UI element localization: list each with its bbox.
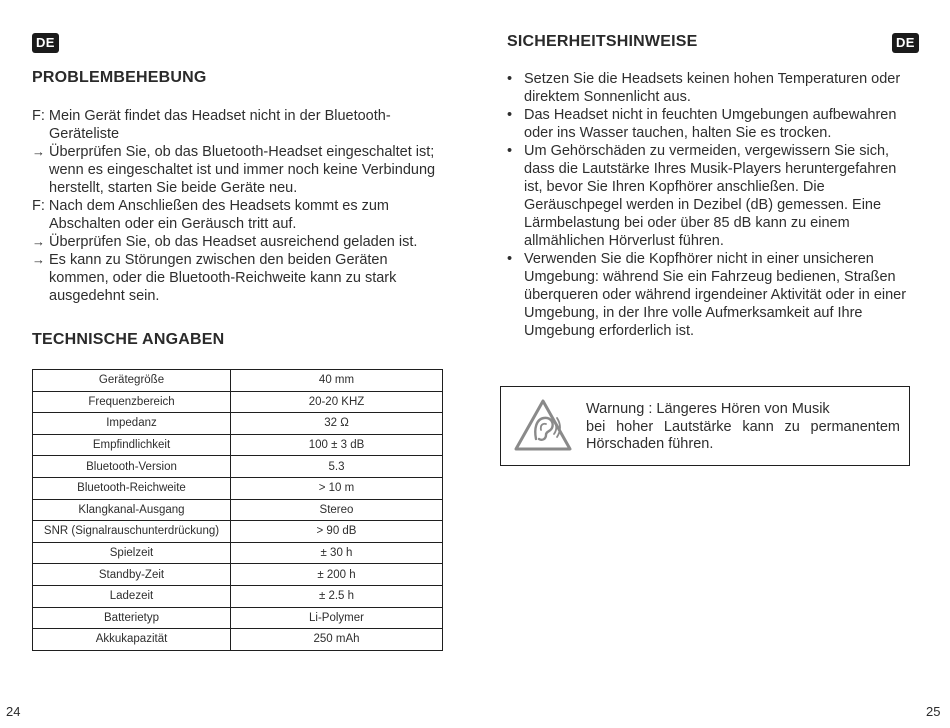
table-row [33, 456, 443, 478]
list-item [507, 142, 909, 250]
arrow-icon: → [32, 252, 45, 267]
spec-value: 40 mm [231, 370, 443, 392]
spec-label: SNR (Signalrauschunterdrückung) [33, 521, 231, 543]
warning-text [586, 401, 900, 454]
specs-table [32, 369, 443, 651]
table-row [33, 629, 443, 651]
spec-value: 5.3 [231, 456, 443, 478]
language-badge: DE [892, 33, 919, 53]
bullet-icon: • [507, 251, 513, 267]
table-row [33, 477, 443, 499]
spec-label: Impedanz [33, 413, 231, 435]
spec-label: Akkukapazität [33, 629, 231, 651]
spec-label: Gerätegröße [33, 370, 231, 392]
spec-label: Bluetooth-Reichweite [33, 477, 231, 499]
bullet-text: Setzen Sie die Headsets keinen hohen Temperaturen oder direktem Sonnenlicht aus. [524, 71, 901, 105]
bullet-icon: • [507, 143, 513, 159]
table-row [33, 499, 443, 521]
spec-value: ± 2.5 h [231, 585, 443, 607]
spec-label: Standby-Zeit [33, 564, 231, 586]
spec-value: 100 ± 3 dB [231, 434, 443, 456]
list-item [507, 70, 909, 106]
spec-value: ± 200 h [231, 564, 443, 586]
list-item [507, 250, 909, 340]
spec-value: 20-20 KHZ [231, 391, 443, 413]
table-row [33, 542, 443, 564]
hearing-damage-warning-icon [514, 399, 572, 451]
warning-line: Warnung : Längeres Hören von Musik [586, 401, 830, 417]
spec-value: > 90 dB [231, 521, 443, 543]
answer-item [32, 143, 444, 197]
table-row [33, 413, 443, 435]
page-number-left: 24 [6, 704, 21, 719]
answer-text: Überprüfen Sie, ob das Headset ausreichend geladen ist. [49, 234, 418, 250]
spec-value: 250 mAh [231, 629, 443, 651]
spec-value: Li-Polymer [231, 607, 443, 629]
spec-label: Ladezeit [33, 585, 231, 607]
answer-text: Überprüfen Sie, ob das Bluetooth-Headset eingeschaltet ist; wenn es eingeschaltet ist und immer noch keine Verbindung herstellt, starten Sie beide Geräte neu. [49, 144, 436, 196]
table-row [33, 521, 443, 543]
table-row [33, 370, 443, 392]
table-row [33, 607, 443, 629]
answer-item [32, 233, 444, 251]
spec-label: Klangkanal-Ausgang [33, 499, 231, 521]
specs-heading: TECHNISCHE ANGABEN [32, 331, 225, 348]
arrow-icon: → [32, 144, 45, 159]
spec-label: Batterietyp [33, 607, 231, 629]
question-item [32, 197, 444, 233]
bullet-text: Verwenden Sie die Kopfhörer nicht in einer unsicheren Umgebung: während Sie ein Fahrzeug bedienen, Straßen überqueren oder während irgendeiner Aktivität oder in einer Umgebung, in der Ihre volle Aufmerksamkeit auf Ihre Umgebung erforderlich ist. [524, 251, 907, 339]
spec-value: 32 Ω [231, 413, 443, 435]
safety-heading: SICHERHEITSHINWEISE [507, 33, 698, 50]
spec-label: Spielzeit [33, 542, 231, 564]
spec-label: Empfindlichkeit [33, 434, 231, 456]
answer-item [32, 251, 444, 305]
table-row [33, 564, 443, 586]
spec-label: Frequenzbereich [33, 391, 231, 413]
table-row [33, 585, 443, 607]
page-number-right: 25 [926, 704, 941, 719]
arrow-icon: → [32, 234, 45, 249]
warning-box [500, 386, 910, 466]
question-text: F: Nach dem Anschließen des Headsets kommt es zum Abschalten oder ein Geräusch tritt auf. [32, 198, 390, 232]
troubleshooting-list [32, 107, 444, 305]
bullet-text: Das Headset nicht in feuchten Umgebungen aufbewahren oder ins Wasser tauchen, halten Sie es trocken. [524, 107, 897, 141]
bullet-text: Um Gehörschäden zu vermeiden, vergewissern Sie sich, dass die Lautstärke Ihres Musik-Players heruntergefahren ist, bevor Sie Ihren Kopfhörer anschließen. Die Geräuschpegel werden in Dezibel (dB) gemessen. Eine Lärmbelastung bei oder über 85 dB kann zu einem allmählichen Hörverlust führen. [524, 143, 897, 249]
list-item [507, 106, 909, 142]
troubleshooting-heading: PROBLEMBEHEBUNG [32, 69, 207, 86]
language-badge: DE [32, 33, 59, 53]
table-row [33, 434, 443, 456]
table-row [33, 391, 443, 413]
bullet-icon: • [507, 71, 513, 87]
bullet-icon: • [507, 107, 513, 123]
warning-line: bei hoher Lautstärke kann zu permanentem [586, 418, 900, 435]
answer-text: Es kann zu Störungen zwischen den beiden Geräten kommen, oder die Bluetooth-Reichweite kann zu stark ausgedehnt sein. [49, 252, 397, 304]
safety-list [507, 70, 909, 340]
warning-line: Hörschaden führen. [586, 436, 714, 452]
spec-value: Stereo [231, 499, 443, 521]
question-text: F: Mein Gerät findet das Headset nicht in der Bluetooth-Geräteliste [32, 108, 391, 142]
question-item [32, 107, 444, 143]
spec-value: > 10 m [231, 477, 443, 499]
spec-value: ± 30 h [231, 542, 443, 564]
spec-label: Bluetooth-Version [33, 456, 231, 478]
